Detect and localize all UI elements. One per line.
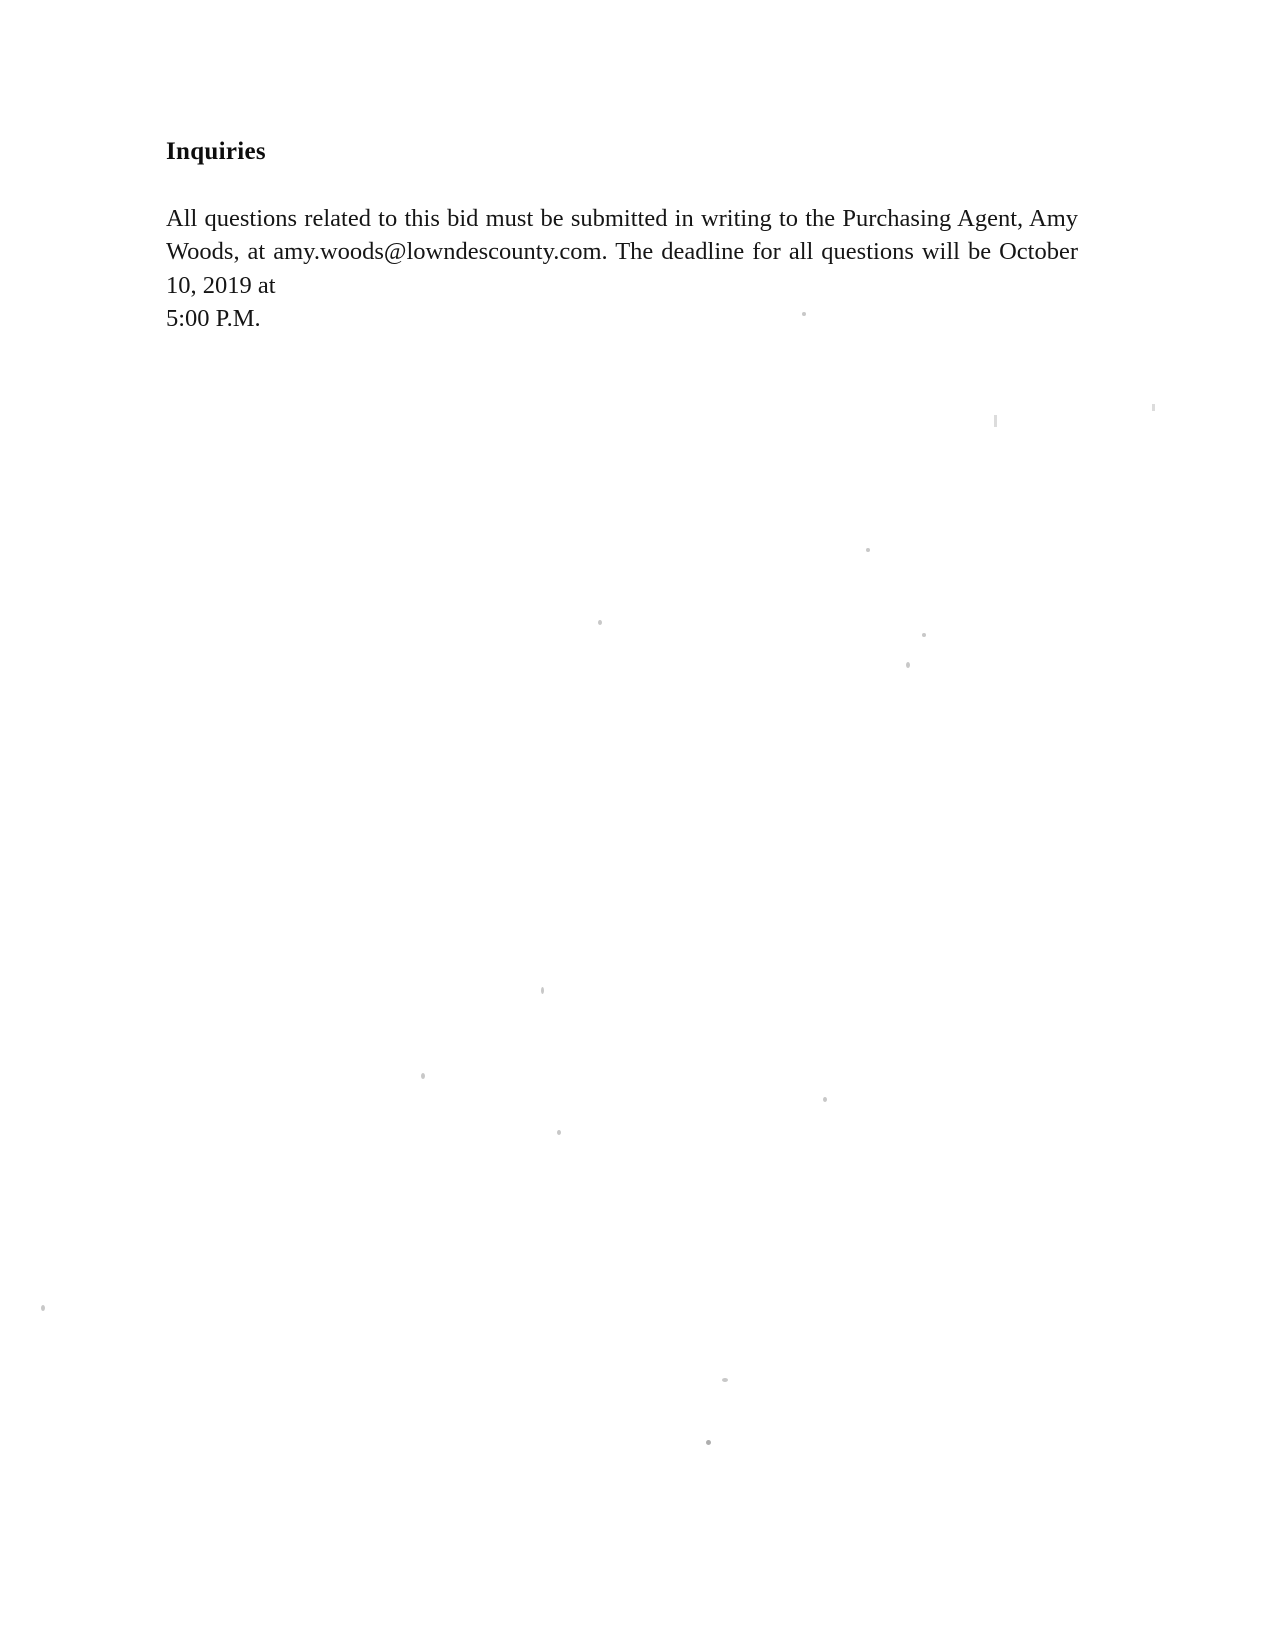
section-heading-inquiries: Inquiries xyxy=(166,138,266,165)
inquiries-paragraph-text: All questions related to this bid must be submitted in writing to the Purchasing Agent, Amy Woods, at amy.woods@lowndescounty.com. The deadline for all questions will be October 10, 2019 at xyxy=(166,205,1078,299)
scan-speck xyxy=(706,1440,711,1445)
scan-speck xyxy=(541,987,544,994)
scan-speck xyxy=(41,1305,45,1311)
scan-speck xyxy=(722,1378,728,1382)
inquiries-paragraph xyxy=(166,202,1078,335)
scan-speck xyxy=(922,633,926,637)
scan-speck xyxy=(802,312,806,316)
document-content xyxy=(166,138,1078,335)
scan-speck xyxy=(994,415,997,427)
scan-speck xyxy=(598,620,602,625)
scan-speck xyxy=(1152,404,1155,411)
scan-speck xyxy=(906,662,910,668)
scan-speck xyxy=(421,1073,425,1079)
scan-speck xyxy=(866,548,870,552)
inquiries-paragraph-last-line: 5:00 P.M. xyxy=(166,304,261,332)
scan-speck xyxy=(557,1130,561,1135)
scan-speck xyxy=(823,1097,827,1102)
